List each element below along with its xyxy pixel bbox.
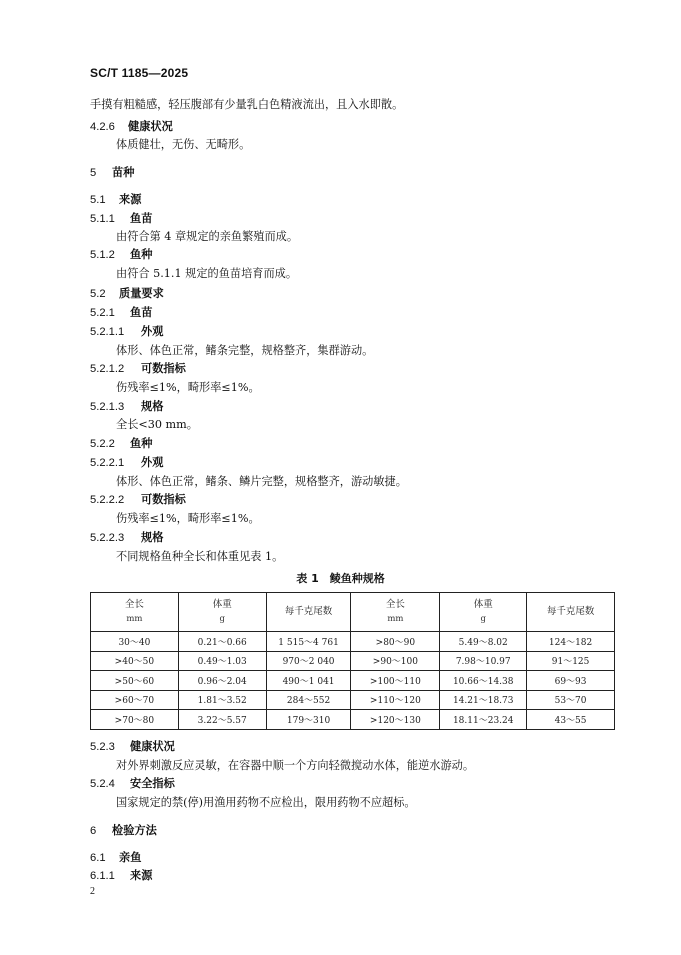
- clause-title: 苗种: [112, 166, 135, 179]
- clause-title: 可数指标: [141, 493, 186, 506]
- header-unit: mm: [126, 614, 143, 624]
- clause-text: 体形、体色正常，鳍条、鳞片完整，规格整齐，游动敏捷。: [116, 475, 407, 488]
- clause-number: 5.2: [90, 288, 106, 300]
- section-heading: [90, 166, 134, 180]
- clause-title: 亲鱼: [119, 851, 142, 864]
- table-cell: >110～120: [351, 690, 440, 710]
- clause-text: 伤残率≤1%，畸形率≤1%。: [116, 381, 260, 394]
- clause-heading: [90, 531, 163, 545]
- table-cell: 43～55: [527, 710, 615, 730]
- clause-text: 体质健壮，无伤、无畸形。: [116, 138, 251, 151]
- clause-heading: [90, 248, 152, 262]
- header-label: 全长: [385, 599, 405, 610]
- clause-number: 5.2.2: [90, 438, 115, 450]
- clause-title: 安全指标: [130, 777, 175, 790]
- table-header-cell: [178, 593, 266, 632]
- clause-text: 由符合 5.1.1 规定的鱼苗培育而成。: [116, 267, 298, 280]
- clause-heading: [90, 287, 164, 301]
- clause-number: 4.2.6: [90, 121, 115, 133]
- table-cell: 10.66～14.38: [440, 671, 527, 691]
- table-row: [91, 710, 615, 730]
- clause-text: 对外界刺激反应灵敏，在容器中顺一个方向轻微搅动水体，能逆水游动。: [116, 759, 475, 772]
- clause-text: 国家规定的禁(停)用渔用药物不应检出，限用药物不应超标。: [116, 796, 416, 809]
- clause-title: 健康状况: [128, 120, 173, 133]
- table-cell: 30～40: [91, 632, 179, 652]
- clause-text: 由符合第 4 章规定的亲鱼繁殖而成。: [116, 230, 299, 243]
- clause-title: 外观: [141, 456, 164, 469]
- table-cell: >40～50: [91, 651, 179, 671]
- clause-heading: [90, 325, 163, 339]
- spec-table: [90, 592, 615, 730]
- header-label: 每千克尾数: [284, 606, 333, 617]
- table-cell: >90～100: [351, 651, 440, 671]
- table-cell: 53～70: [527, 690, 615, 710]
- table-cell: >50～60: [91, 671, 179, 691]
- clause-title: 健康状况: [130, 740, 175, 753]
- clause-number: 5.2.1.2: [90, 363, 125, 375]
- table-row: [91, 632, 615, 652]
- table-row: [91, 651, 615, 671]
- table-cell: 5.49～8.02: [440, 632, 527, 652]
- clause-heading: [90, 456, 163, 470]
- clause-text: 体形、体色正常，鳍条完整，规格整齐，集群游动。: [116, 344, 374, 357]
- table-cell: 0.49～1.03: [178, 651, 266, 671]
- table-cell: 490～1 041: [266, 671, 351, 691]
- clause-title: 来源: [119, 193, 142, 206]
- table-header-row: [91, 593, 615, 632]
- header-label: 体重: [473, 599, 493, 610]
- table-header-cell: [440, 593, 527, 632]
- clause-heading: [90, 400, 163, 414]
- clause-heading: [90, 212, 152, 226]
- clause-heading: [90, 740, 175, 754]
- clause-title: 规格: [141, 531, 164, 544]
- table-cell: 14.21～18.73: [440, 690, 527, 710]
- clause-title: 检验方法: [112, 824, 157, 837]
- clause-number: 5.2.3: [90, 741, 115, 753]
- table-cell: 0.21～0.66: [178, 632, 266, 652]
- clause-text: 伤残率≤1%，畸形率≤1%。: [116, 512, 260, 525]
- table-cell: >80～90: [351, 632, 440, 652]
- clause-number: 5.2.2.3: [90, 532, 125, 544]
- header-unit: g: [219, 614, 225, 624]
- table-cell: 284～552: [266, 690, 351, 710]
- clause-title: 鱼种: [130, 437, 153, 450]
- body-text: 手摸有粗糙感，轻压腹部有少量乳白色精液流出，且入水即散。: [90, 98, 404, 111]
- table-cell: >120～130: [351, 710, 440, 730]
- table-header-cell: [266, 593, 351, 632]
- clause-heading: [90, 869, 152, 883]
- table-row: [91, 690, 615, 710]
- table-cell: >70～80: [91, 710, 179, 730]
- table-cell: 970～2 040: [266, 651, 351, 671]
- table-cell: 7.98～10.97: [440, 651, 527, 671]
- clause-heading: [90, 193, 141, 207]
- clause-number: 6.1.1: [90, 870, 115, 882]
- table-cell: 124～182: [527, 632, 615, 652]
- table-header-cell: [351, 593, 440, 632]
- clause-heading: [90, 493, 186, 507]
- table-cell: 69～93: [527, 671, 615, 691]
- clause-heading: [90, 437, 152, 451]
- clause-title: 外观: [141, 325, 164, 338]
- clause-number: 5.2.1: [90, 307, 115, 319]
- page-number: 2: [90, 886, 95, 897]
- clause-title: 规格: [141, 400, 164, 413]
- table-cell: >100～110: [351, 671, 440, 691]
- table-cell: 1.81～3.52: [178, 690, 266, 710]
- table-header-cell: [91, 593, 179, 632]
- clause-heading: [90, 777, 175, 791]
- clause-number: 5: [90, 167, 97, 179]
- clause-heading: [90, 851, 141, 865]
- clause-title: 鱼苗: [130, 212, 153, 225]
- clause-number: 5.2.1.1: [90, 326, 125, 338]
- table-header-cell: [527, 593, 615, 632]
- clause-number: 5.2.4: [90, 778, 115, 790]
- clause-number: 5.1: [90, 194, 106, 206]
- table-cell: >60～70: [91, 690, 179, 710]
- clause-number: 5.2.2.2: [90, 494, 125, 506]
- document-code: SC/T 1185—2025: [90, 66, 189, 80]
- clause-heading: [90, 120, 173, 134]
- header-unit: mm: [387, 614, 404, 624]
- header-label: 全长: [124, 599, 144, 610]
- table-cell: 18.11～23.24: [440, 710, 527, 730]
- clause-text: 不同规格鱼种全长和体重见表 1。: [116, 550, 284, 563]
- table-caption: 表 1 鲮鱼种规格: [296, 572, 385, 585]
- clause-number: 5.1.1: [90, 213, 115, 225]
- clause-title: 质量要求: [119, 287, 164, 300]
- table-row: [91, 671, 615, 691]
- clause-heading: [90, 306, 152, 320]
- table-cell: 179～310: [266, 710, 351, 730]
- header-label: 体重: [212, 599, 232, 610]
- clause-text: 全长<30 mm。: [116, 418, 198, 431]
- header-label: 每千克尾数: [546, 606, 595, 617]
- clause-number: 5.2.1.3: [90, 401, 125, 413]
- section-heading: [90, 824, 157, 838]
- table-cell: 91～125: [527, 651, 615, 671]
- clause-heading: [90, 362, 186, 376]
- table-cell: 1 515～4 761: [266, 632, 351, 652]
- clause-title: 鱼种: [130, 248, 153, 261]
- header-unit: g: [480, 614, 486, 624]
- clause-title: 来源: [130, 869, 153, 882]
- clause-number: 6.1: [90, 852, 106, 864]
- clause-number: 5.1.2: [90, 249, 115, 261]
- table-cell: 3.22～5.57: [178, 710, 266, 730]
- table-cell: 0.96～2.04: [178, 671, 266, 691]
- clause-number: 6: [90, 825, 97, 837]
- clause-number: 5.2.2.1: [90, 457, 125, 469]
- clause-title: 可数指标: [141, 362, 186, 375]
- clause-title: 鱼苗: [130, 306, 153, 319]
